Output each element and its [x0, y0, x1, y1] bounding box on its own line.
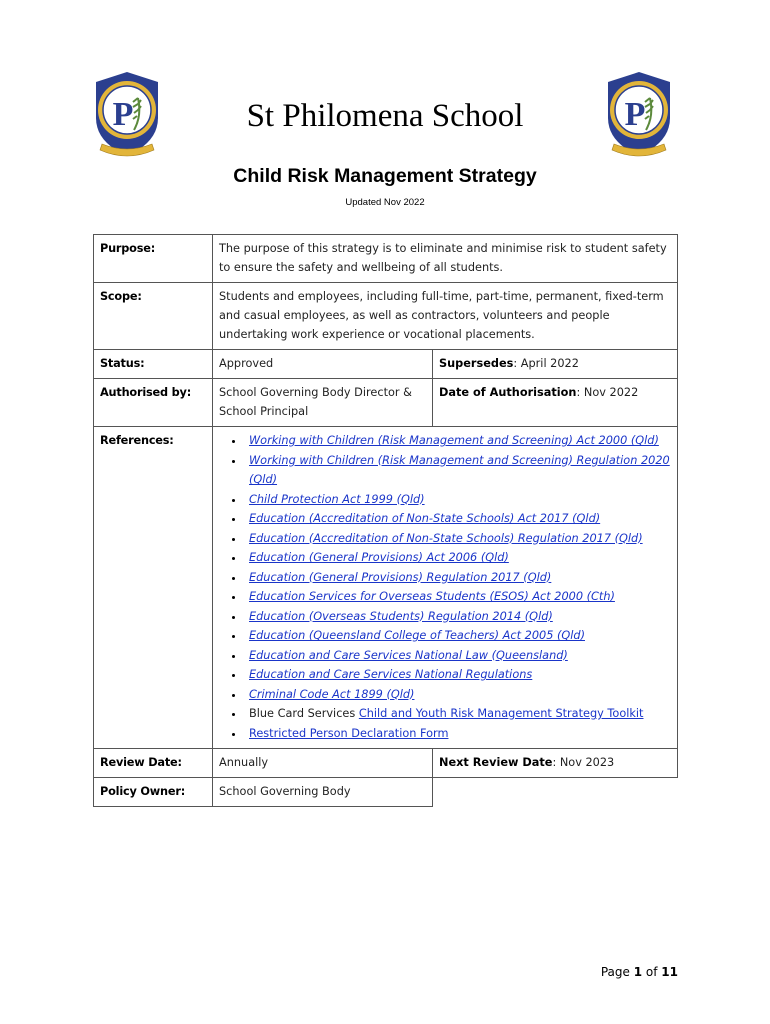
- policy-owner-value: School Governing Body: [213, 778, 433, 807]
- owner-empty-cell: [433, 778, 678, 807]
- reference-item: [245, 431, 671, 451]
- page-total: 11: [661, 965, 678, 979]
- owner-row: [94, 778, 678, 807]
- svg-text:P: P: [624, 96, 646, 133]
- reference-item: [245, 607, 671, 627]
- review-date-value: Annually: [213, 749, 433, 778]
- authorisation-date-value: : Nov 2022: [576, 386, 639, 399]
- reference-link[interactable]: Child and Youth Risk Management Strategy Toolkit: [358, 707, 644, 720]
- supersedes-cell: [433, 350, 678, 379]
- authorisation-date-label: Date of Authorisation: [439, 386, 577, 399]
- reference-item: [245, 685, 671, 705]
- authorisation-date-cell: [433, 379, 678, 427]
- references-cell: [213, 427, 678, 749]
- review-row: [94, 749, 678, 778]
- next-review-label: Next Review Date: [439, 756, 553, 769]
- reference-link[interactable]: Education (Accreditation of Non-State Schools) Act 2017 (Qld): [249, 512, 601, 525]
- reference-item: [245, 451, 671, 490]
- reference-link[interactable]: Education and Care Services National Regulations: [249, 668, 533, 681]
- reference-item: [245, 704, 671, 724]
- scope-label: Scope:: [94, 283, 213, 350]
- status-value: Approved: [213, 350, 433, 379]
- reference-link[interactable]: Criminal Code Act 1899 (Qld): [249, 687, 415, 701]
- scope-row: [94, 283, 678, 350]
- school-name: St Philomena School: [246, 98, 524, 134]
- reference-prefix: Blue Card Services: [249, 707, 359, 720]
- references-label: References:: [94, 427, 213, 749]
- scope-text: Students and employees, including full-time, part-time, permanent, fixed-term and casual employees, as well as contractors, volunteers and people undertaking work experience or vocational placements.: [213, 283, 678, 350]
- reference-link[interactable]: Child Protection Act 1999 (Qld): [249, 492, 425, 506]
- document-title: Child Risk Management Strategy: [233, 165, 537, 187]
- reference-link[interactable]: Education Services for Overseas Students (ESOS) Act 2000 (Cth): [249, 590, 615, 603]
- reference-item: [245, 548, 671, 568]
- reference-item: [245, 587, 671, 607]
- reference-link[interactable]: Education (Accreditation of Non-State Schools) Regulation 2017 (Qld): [249, 531, 643, 545]
- status-label: Status:: [94, 350, 213, 379]
- reference-item: [245, 646, 671, 666]
- reference-link[interactable]: Education (General Provisions) Regulation 2017 (Qld): [249, 570, 552, 584]
- policy-details-table: [93, 234, 678, 807]
- reference-link[interactable]: Restricted Person Declaration Form: [249, 726, 449, 740]
- next-review-cell: [433, 749, 678, 778]
- reference-item: [245, 665, 671, 685]
- purpose-label: Purpose:: [94, 235, 213, 283]
- svg-text:P: P: [112, 96, 134, 133]
- reference-item: [245, 529, 671, 549]
- purpose-text: The purpose of this strategy is to eliminate and minimise risk to student safety to ensure the safety and wellbeing of all students.: [213, 235, 678, 283]
- reference-item: [245, 626, 671, 646]
- supersedes-value: : April 2022: [513, 357, 579, 370]
- policy-owner-label: Policy Owner:: [94, 778, 213, 807]
- review-date-label: Review Date:: [94, 749, 213, 778]
- reference-link[interactable]: Working with Children (Risk Management and Screening) Regulation 2020 (Qld): [249, 453, 670, 486]
- reference-link[interactable]: Education (General Provisions) Act 2006 (Qld): [249, 551, 509, 564]
- page-footer: [601, 965, 678, 979]
- reference-link[interactable]: Working with Children (Risk Management and Screening) Act 2000 (Qld): [249, 434, 659, 447]
- reference-item: [245, 509, 671, 529]
- reference-item: [245, 568, 671, 588]
- reference-item: [245, 724, 671, 744]
- purpose-row: [94, 235, 678, 283]
- page-current: 1: [633, 965, 643, 979]
- next-review-value: : Nov 2023: [552, 756, 615, 769]
- reference-item: [245, 490, 671, 510]
- reference-link[interactable]: Education (Overseas Students) Regulation 2014 (Qld): [249, 609, 553, 623]
- reference-link[interactable]: Education (Queensland College of Teachers) Act 2005 (Qld): [249, 629, 585, 642]
- reference-link[interactable]: Education and Care Services National Law (Queensland): [249, 648, 568, 662]
- references-list: [219, 431, 671, 743]
- of-word: of: [642, 965, 662, 979]
- references-row: [94, 427, 678, 749]
- authorised-row: [94, 379, 678, 427]
- authorised-label: Authorised by:: [94, 379, 213, 427]
- page-word: Page: [600, 965, 634, 979]
- authorised-value: School Governing Body Director & School Principal: [213, 379, 433, 427]
- supersedes-label: Supersedes: [439, 357, 514, 370]
- updated-date: Updated Nov 2022: [345, 197, 425, 208]
- status-row: [94, 350, 678, 379]
